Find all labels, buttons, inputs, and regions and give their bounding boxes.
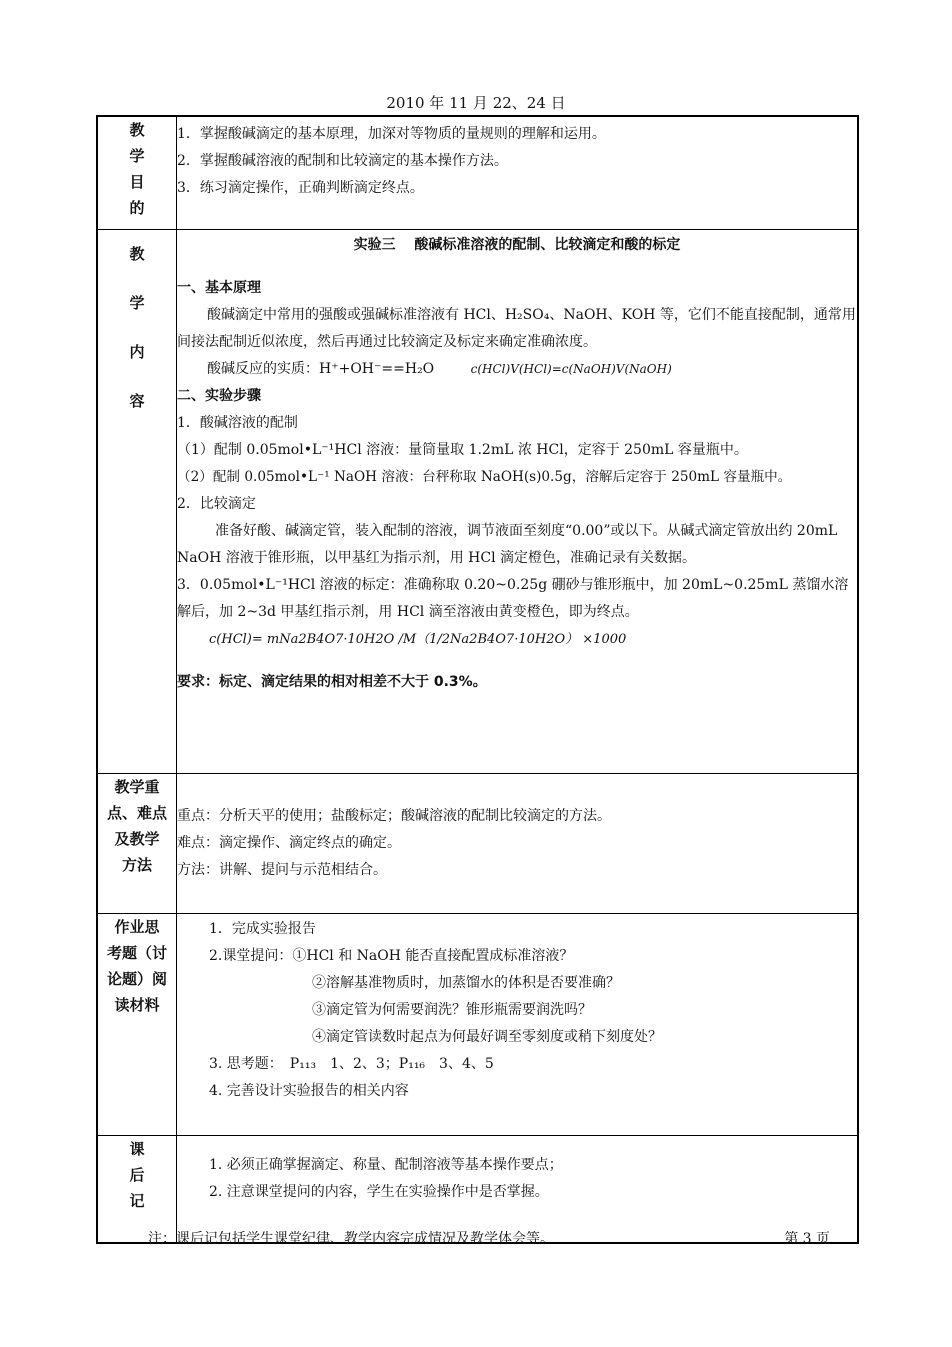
step-heading: 2．比较滴定	[177, 495, 256, 512]
step-paragraph: 准备好酸、碱滴定管，装入配制的溶液，调节液面至刻度“0.00”或以下。从碱式滴定管放出约 20mL NaOH 溶液于锥形瓶，以甲基红为指示剂，用 HCl 滴定橙色，准确记录有关数据。	[177, 522, 838, 566]
question-prefix: 2.课堂提问：	[209, 947, 293, 964]
focus-item: 方法：讲解、提问与示范相结合。	[177, 861, 387, 878]
content-body	[177, 229, 859, 773]
homework-label	[97, 913, 177, 1135]
page-footer	[148, 1228, 830, 1248]
objective-item: 2．掌握酸碱溶液的配制和比较滴定的基本操作方法。	[177, 153, 508, 169]
focus-content	[177, 773, 859, 913]
content-row	[97, 229, 858, 773]
reaction-formula: c(HCl)V(HCl)=c(NaOH)V(NaOH)	[470, 361, 672, 376]
focus-label	[97, 773, 177, 913]
homework-item: 1．完成实验报告	[209, 920, 316, 937]
focus-row	[97, 773, 858, 913]
homework-row	[97, 913, 858, 1135]
afterclass-label-text: 课 后 记	[129, 1139, 145, 1210]
calibration-formula: c(HCl)= mNa2B4O7·10H2O /M（1/2Na2B4O7·10H2O） ×1000	[209, 631, 627, 647]
footer-note: 注：课后记包括学生课堂纪律、教学内容完成情况及教学体会等。	[148, 1231, 554, 1247]
objective-row	[97, 116, 858, 229]
afterclass-content	[177, 1135, 859, 1243]
afterclass-row	[97, 1135, 858, 1243]
afterclass-label	[97, 1135, 177, 1243]
section-heading: 二、实验步骤	[177, 387, 261, 404]
objective-label	[97, 116, 177, 229]
section-heading: 一、基本原理	[177, 279, 261, 296]
afterclass-item: 2. 注意课堂提问的内容，学生在实验操作中是否掌握。	[209, 1183, 549, 1200]
document-date: 2010 年 11 月 22、24 日	[386, 94, 566, 112]
step-paragraph: 3．0.05mol•L⁻¹HCl 溶液的标定：准确称取 0.20~0.25g 硼砂与锥形瓶中，加 20mL~0.25mL 蒸馏水溶解后，加 2~3d 甲基红指示剂，用 HCl 滴至溶液由黄变橙色，即为终点。	[177, 576, 849, 620]
question-item: ①HCl 和 NaOH 能否直接配置成标准溶液？	[292, 947, 574, 964]
homework-content	[177, 913, 859, 1135]
focus-label-text: 教学重 点、难点 及教学 方法	[106, 777, 167, 874]
objective-item: 3．练习滴定操作，正确判断滴定终点。	[177, 180, 424, 196]
homework-label-text: 作业思 考题（讨 论题）阅 读材料	[106, 917, 167, 1014]
reaction-line	[177, 356, 857, 383]
content-label	[97, 229, 177, 773]
experiment-title: 实验三 酸碱标准溶液的配制、比较滴定和酸的标定	[353, 236, 681, 253]
objective-item: 1．掌握酸碱滴定的基本原理，加深对等物质的量规则的理解和运用。	[177, 126, 606, 142]
homework-item: 4. 完善设计实验报告的相关内容	[209, 1082, 409, 1099]
homework-item: 3. 思考题： P₁₁₃ 1、2、3；P₁₁₆ 3、4、5	[209, 1055, 494, 1072]
content-label-text: 教 学 内 容	[129, 244, 145, 410]
question-item: ④滴定管读数时起点为何最好调至零刻度或稍下刻度处？	[312, 1028, 662, 1045]
question-item: ②溶解基准物质时，加蒸馏水的体积是否要准确？	[312, 974, 620, 991]
step-item: （2）配制 0.05mol•L⁻¹ NaOH 溶液：台秤称取 NaOH(s)0.5g，溶解后定容于 250mL 容量瓶中。	[177, 468, 792, 485]
afterclass-item: 1. 必须正确掌握滴定、称量、配制溶液等基本操作要点；	[209, 1156, 563, 1173]
reaction-text: 酸碱反应的实质：H⁺+OH⁻==H₂O	[207, 360, 435, 377]
lesson-plan-table	[96, 115, 859, 1244]
homework-question-line	[209, 943, 857, 970]
step-item: （1）配制 0.05mol•L⁻¹HCl 溶液：量筒量取 1.2mL 浓 HCl，定容于 250mL 容量瓶中。	[177, 441, 748, 458]
step-heading: 1．酸碱溶液的配制	[177, 414, 298, 431]
principle-paragraph: 酸碱滴定中常用的强酸或强碱标准溶液有 HCl、H₂SO₄、NaOH、KOH 等，它们不能直接配制，通常用间接法配制近似浓度，然后再通过比较滴定及标定来确定准确浓度。	[177, 306, 856, 350]
requirement-text: 要求：标定、滴定结果的相对相差不大于 0.3%。	[177, 673, 487, 690]
question-item: ③滴定管为何需要润洗？锥形瓶需要润洗吗？	[312, 1001, 592, 1018]
objective-content	[177, 116, 859, 229]
focus-item: 难点：滴定操作、滴定终点的确定。	[177, 834, 401, 851]
page-number: 第 3 页	[784, 1231, 830, 1247]
objective-label-text: 教 学 目 的	[129, 121, 145, 217]
focus-item: 重点：分析天平的使用；盐酸标定；酸碱溶液的配制比较滴定的方法。	[177, 807, 611, 824]
